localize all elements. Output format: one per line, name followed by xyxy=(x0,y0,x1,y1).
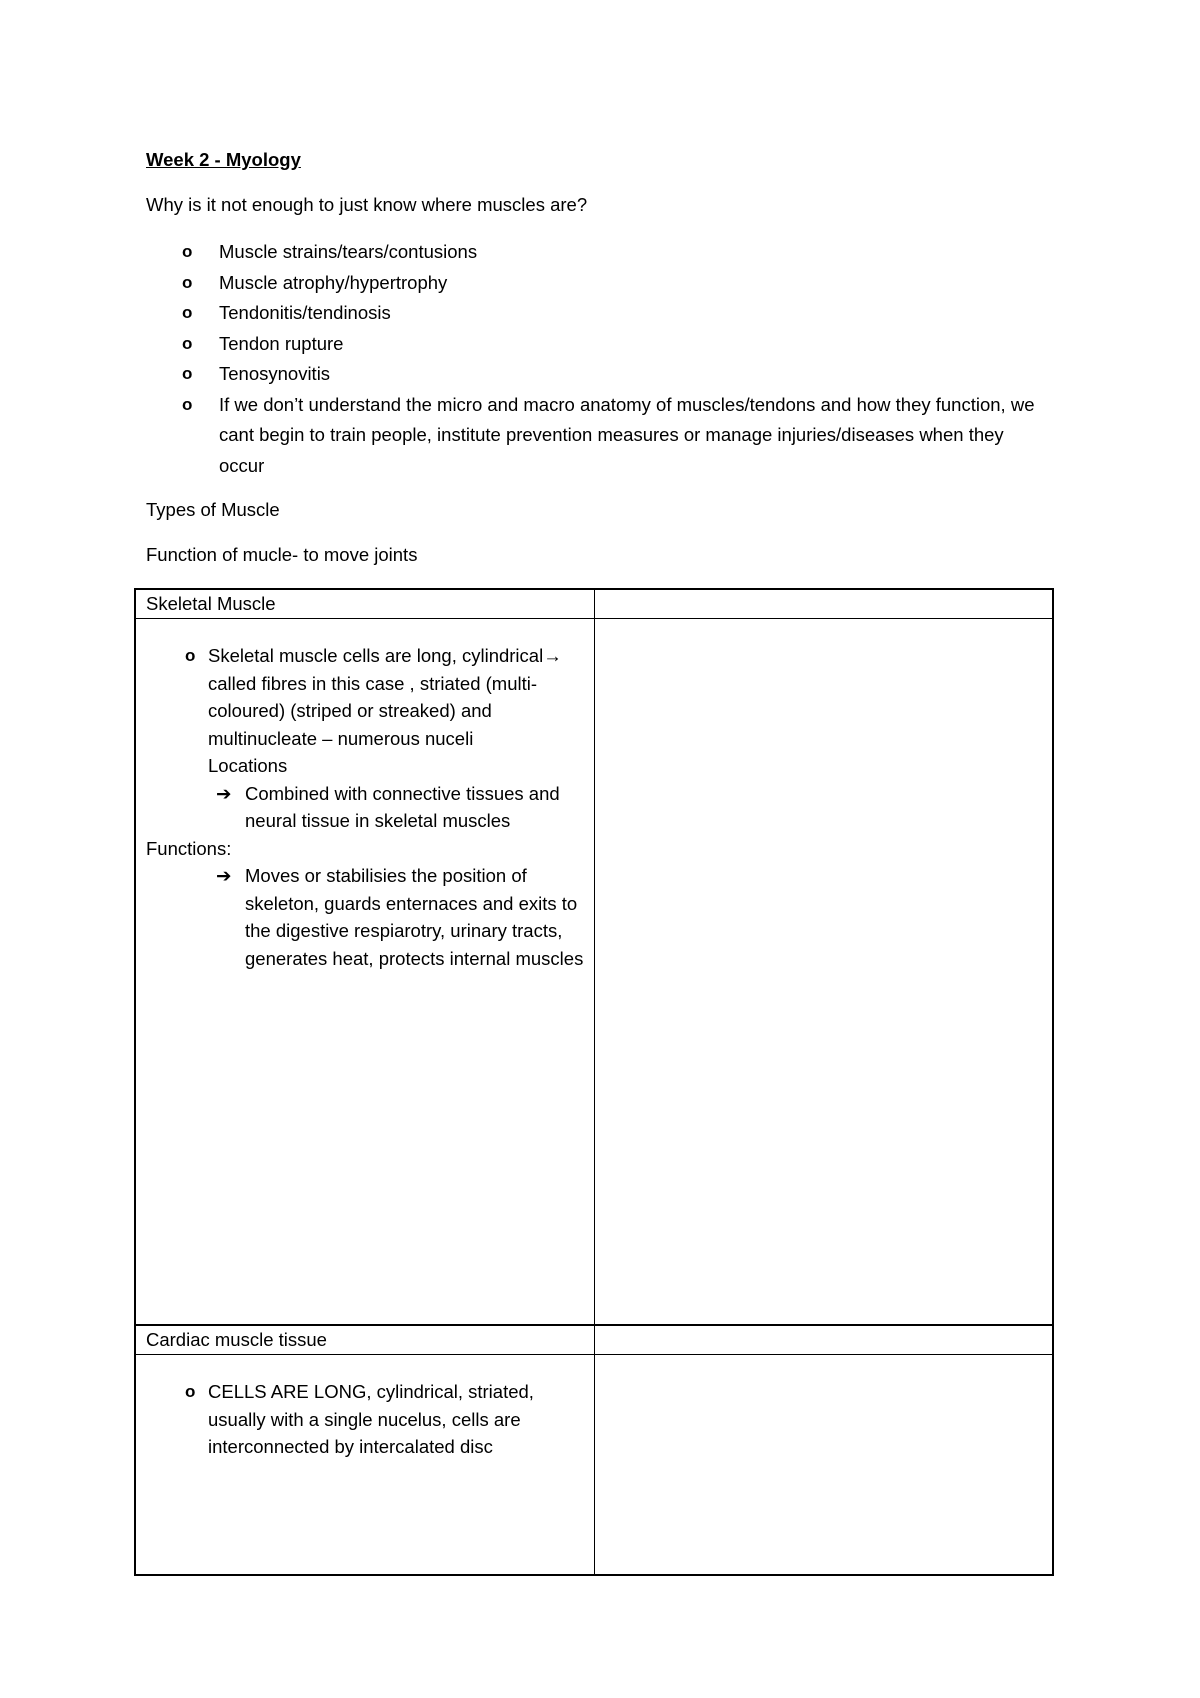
cardiac-body-cell xyxy=(135,1355,594,1576)
list-item: ➔ Moves or stabilisies the position of skeleton, guards enternaces and exits to the digestive respiarotry, urinary tracts, generates heat, protects internal muscles xyxy=(146,862,584,972)
functions-label: Functions: xyxy=(146,837,232,859)
empty-cell xyxy=(594,1355,1053,1576)
list-item: o If we don’t understand the micro and macro anatomy of muscles/tendons and how they function, we cant begin to train people, institute prevention measures or manage injuries/diseases when they occur xyxy=(146,390,1046,482)
arrow-right-icon: → xyxy=(543,645,562,666)
skeletal-list xyxy=(146,642,584,752)
arrow-right-icon: ➔ xyxy=(216,865,232,886)
empty-cell xyxy=(594,619,1053,1326)
bullet-icon: o xyxy=(185,646,196,665)
list-item: o CELLS ARE LONG, cylindrical, striated, usually with a single nucelus, cells are interconnected by intercalated disc xyxy=(146,1378,584,1461)
list-item: o Tendon rupture xyxy=(146,329,1046,360)
skeletal-header-cell: Skeletal Muscle xyxy=(135,589,594,619)
function-line: Function of mucle- to move joints xyxy=(146,544,418,565)
list-item: o Tenosynovitis xyxy=(146,359,1046,390)
empty-cell xyxy=(594,1325,1053,1355)
bullet-icon: o xyxy=(182,272,193,292)
list-item: o Skeletal muscle cells are long, cylindrical→ called fibres in this case , striated (multi-coloured) (striped or streaked) and multinucleate – numerous nuceli xyxy=(146,642,584,752)
list-item: o Muscle atrophy/hypertrophy xyxy=(146,268,1046,299)
list-item: ➔ Combined with connective tissues and neural tissue in skeletal muscles xyxy=(146,780,584,835)
page-title: Week 2 - Myology xyxy=(146,149,301,170)
reasons-list xyxy=(146,237,1046,481)
muscle-notes-table xyxy=(134,588,1054,1576)
list-item: o Tendonitis/tendinosis xyxy=(146,298,1046,329)
bullet-icon: o xyxy=(182,303,193,322)
arrow-right-icon: ➔ xyxy=(216,782,232,804)
bullet-icon: o xyxy=(185,1382,196,1401)
table-row xyxy=(135,619,1053,1326)
locations-label: Locations xyxy=(208,755,288,776)
skeletal-body-cell xyxy=(135,619,594,1326)
bullet-icon: o xyxy=(182,394,193,414)
table-row xyxy=(135,589,1053,619)
bullet-icon: o xyxy=(182,242,193,261)
bullet-icon: o xyxy=(182,364,193,383)
empty-cell xyxy=(594,589,1053,619)
table-row xyxy=(135,1355,1053,1576)
list-item: o Muscle strains/tears/contusions xyxy=(146,237,1046,268)
cardiac-header-cell: Cardiac muscle tissue xyxy=(135,1325,594,1355)
types-heading: Types of Muscle xyxy=(146,499,280,520)
question-text: Why is it not enough to just know where muscles are? xyxy=(146,194,588,215)
bullet-icon: o xyxy=(182,333,193,353)
table-row xyxy=(135,1325,1053,1355)
cardiac-list xyxy=(146,1378,584,1461)
